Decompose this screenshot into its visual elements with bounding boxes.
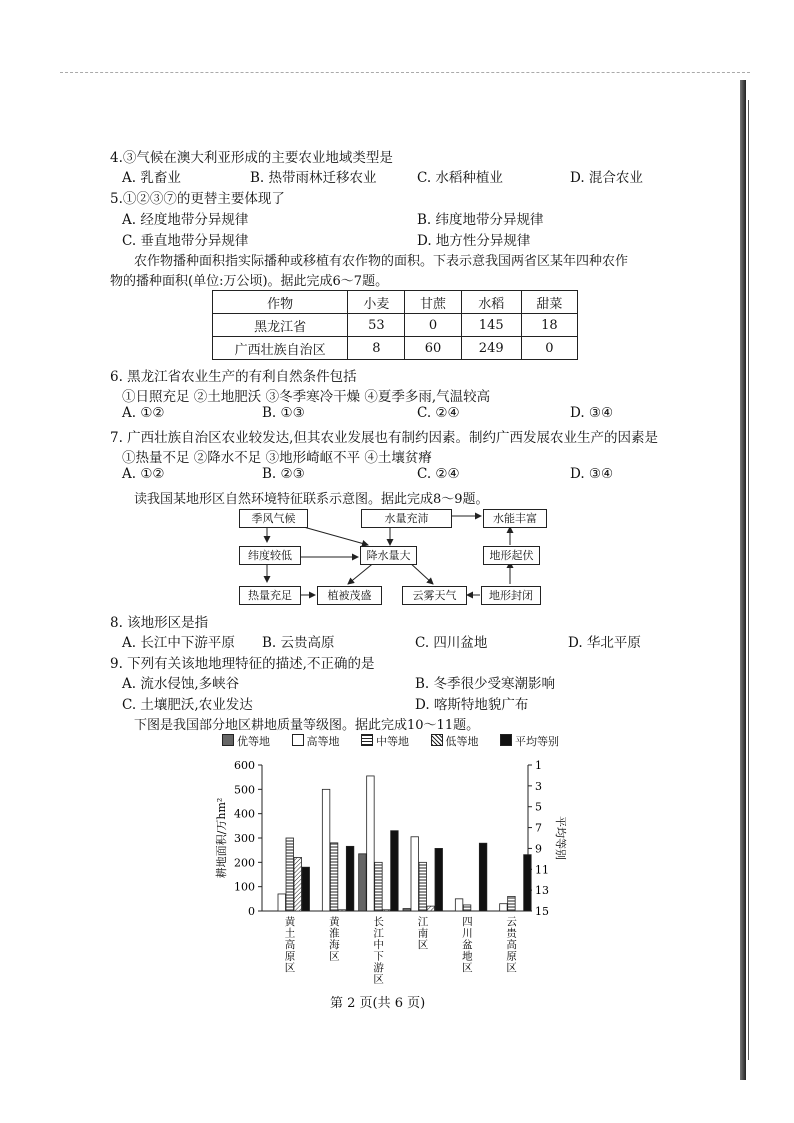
intro-6-7-line1: 农作物播种面积指实际播种或移植有农作物的面积。下表示意我国两省区某年四种农作 xyxy=(134,254,629,269)
q9-option-a: A. 流水侵蚀,多峡谷 xyxy=(122,676,240,692)
flow-fog: 云雾天气 xyxy=(402,586,467,605)
legend-item xyxy=(361,735,409,748)
bar-area xyxy=(403,909,411,911)
y2-axis-label: 平均等别 xyxy=(554,816,567,860)
flow-hydro: 水能丰富 xyxy=(483,509,547,528)
q4-stem: 4.③气候在澳大利亚形成的主要农业地域类型是 xyxy=(110,150,393,166)
q6-option-c: C. ②④ xyxy=(417,405,460,421)
flow-closed: 地形封闭 xyxy=(481,586,541,605)
q9-option-b: B. 冬季很少受寒潮影响 xyxy=(415,676,556,692)
q6-stem: 6. 黑龙江省农业生产的有利自然条件包括 xyxy=(110,369,357,385)
y-tick-label: 0 xyxy=(248,905,255,918)
table-cell: 0 xyxy=(405,314,461,337)
bar-area xyxy=(411,837,419,911)
bar-area xyxy=(294,857,302,911)
x-tick-label-char: 高 xyxy=(506,939,517,951)
y2-tick-label: 9 xyxy=(535,842,542,856)
y2-tick-label: 11 xyxy=(535,863,549,877)
bar-area xyxy=(383,910,391,911)
bar-area xyxy=(359,854,367,911)
q8-stem: 8. 该地形区是指 xyxy=(110,615,209,631)
x-tick-label-char: 黄 xyxy=(329,916,340,928)
table-cell: 60 xyxy=(405,337,461,360)
x-tick-label-char: 海 xyxy=(329,939,340,951)
q7-option-a: A. ①② xyxy=(122,466,165,482)
x-tick-label-char: 淮 xyxy=(329,927,340,940)
table-cell: 黑龙江省 xyxy=(213,314,348,337)
legend-item xyxy=(500,735,559,748)
x-tick-label-char: 江 xyxy=(417,916,429,928)
q6-option-b: B. ①③ xyxy=(262,405,305,421)
x-tick-label-char: 江 xyxy=(373,927,384,940)
y-axis-label: 耕地面积/万hm² xyxy=(215,797,228,879)
y-tick-label: 200 xyxy=(234,856,255,870)
bar-area xyxy=(367,776,375,911)
bar-area xyxy=(278,894,286,911)
flow-low-latitude: 纬度较低 xyxy=(239,546,301,565)
y2-tick-label: 7 xyxy=(535,821,542,835)
q4-option-d: D. 混合农业 xyxy=(570,170,643,186)
q5-option-c: C. 垂直地带分异规律 xyxy=(122,233,249,249)
x-tick-label-char: 长 xyxy=(373,916,384,928)
table-header-cell: 作物 xyxy=(213,291,348,314)
intro-10-11: 下图是我国部分地区耕地质量等级图。据此完成10～11题。 xyxy=(134,718,480,733)
y2-tick-label: 3 xyxy=(535,779,542,793)
legend-swatch xyxy=(361,734,373,746)
q8-option-c: C. 四川盆地 xyxy=(415,635,488,651)
bar-avg-grade xyxy=(479,843,487,911)
flow-rain: 降水量大 xyxy=(360,546,417,565)
y-tick-label: 400 xyxy=(234,807,255,821)
q6-options-line: ①日照充足 ②土地肥沃 ③冬季寒冷干燥 ④夏季多雨,气温较高 xyxy=(122,389,491,405)
x-tick-label-char: 原 xyxy=(284,950,296,963)
q5-option-b: B. 纬度地带分异规律 xyxy=(417,212,544,228)
legend-label: 优等地 xyxy=(237,735,270,748)
table-cell: 8 xyxy=(348,337,405,360)
q4-option-a: A. 乳畜业 xyxy=(122,170,181,186)
table-row xyxy=(213,337,578,360)
legend-label: 平均等别 xyxy=(515,735,559,748)
binding-line xyxy=(748,100,749,1060)
table-cell: 0 xyxy=(521,337,577,360)
page-footer: 第 2 页(共 6 页) xyxy=(330,996,426,1011)
bar-area xyxy=(330,843,338,911)
x-tick-label-char: 区 xyxy=(417,939,429,951)
legend-swatch xyxy=(431,734,443,746)
bar-avg-grade xyxy=(435,848,443,911)
table-header-cell: 甜菜 xyxy=(521,291,577,314)
q7-option-b: B. ②③ xyxy=(262,466,305,482)
bar-avg-grade xyxy=(391,831,399,911)
legend-label: 中等地 xyxy=(376,735,409,748)
x-tick-label-char: 四 xyxy=(462,916,473,928)
table-cell: 广西壮族自治区 xyxy=(213,337,348,360)
x-tick-label-char: 游 xyxy=(373,962,384,974)
bar-area xyxy=(427,906,435,911)
top-scan-edge xyxy=(60,72,750,75)
q5-option-a: A. 经度地带分异规律 xyxy=(122,212,249,228)
x-tick-label-char: 盆 xyxy=(462,939,473,951)
bar-avg-grade xyxy=(524,855,532,911)
legend-swatch xyxy=(222,734,234,746)
bar-area xyxy=(419,862,427,911)
bar-area xyxy=(500,904,508,911)
x-tick-label-char: 区 xyxy=(462,962,473,974)
flow-water: 水量充沛 xyxy=(361,509,452,528)
q9-option-d: D. 喀斯特地貌广布 xyxy=(415,697,529,713)
q4-option-c: C. 水稻种植业 xyxy=(417,170,503,186)
legend-item xyxy=(431,735,479,748)
flow-relief: 地形起伏 xyxy=(483,546,540,565)
intro-8-9: 读我国某地形区自然环境特征联系示意图。据此完成8～9题。 xyxy=(134,492,489,507)
q5-option-d: D. 地方性分异规律 xyxy=(417,233,531,249)
y-tick-label: 600 xyxy=(234,759,255,772)
flow-monsoon: 季风气候 xyxy=(239,509,308,528)
table-header-cell: 甘蔗 xyxy=(405,291,461,314)
x-tick-label-char: 高 xyxy=(284,939,296,951)
q5-stem: 5.①②③⑦的更替主要体现了 xyxy=(110,191,285,207)
bar-area xyxy=(338,910,346,911)
intro-6-7-line2: 物的播种面积(单位:万公顷)。据此完成6～7题。 xyxy=(110,274,389,289)
y2-tick-label: 13 xyxy=(535,884,549,898)
y-tick-label: 500 xyxy=(234,783,255,797)
q4-option-b: B. 热带雨林迁移农业 xyxy=(250,170,377,186)
chart-legend xyxy=(222,733,559,749)
q8-option-b: B. 云贵高原 xyxy=(262,635,335,651)
x-tick-label-char: 地 xyxy=(462,950,473,963)
bar-avg-grade xyxy=(346,846,354,911)
table-row xyxy=(213,314,578,337)
x-tick-label-char: 中 xyxy=(373,939,384,951)
legend-item xyxy=(292,735,340,748)
q7-option-d: D. ③④ xyxy=(570,466,614,482)
legend-label: 低等地 xyxy=(445,735,479,748)
x-tick-label-char: 区 xyxy=(329,950,340,963)
table-cell: 53 xyxy=(348,314,405,337)
binding-shadow xyxy=(740,80,746,1080)
bar-area xyxy=(322,789,330,911)
x-tick-label-char: 贵 xyxy=(506,927,517,940)
table-cell: 18 xyxy=(521,314,577,337)
flow-heat: 热量充足 xyxy=(239,586,301,605)
y-tick-label: 300 xyxy=(234,832,255,845)
bar-area xyxy=(375,862,383,911)
table-header-cell: 水稻 xyxy=(461,291,521,314)
legend-label: 高等地 xyxy=(306,735,340,748)
x-tick-label-char: 区 xyxy=(284,962,296,974)
y2-tick-label: 5 xyxy=(535,800,542,814)
legend-item xyxy=(222,735,270,748)
table-cell: 249 xyxy=(461,337,521,360)
q7-options-line: ①热量不足 ②降水不足 ③地形崎岖不平 ④土壤贫瘠 xyxy=(122,450,432,466)
x-tick-label-char: 黄 xyxy=(284,916,296,928)
x-tick-label-char: 区 xyxy=(506,962,517,974)
bar-area xyxy=(463,905,471,911)
x-tick-label-char: 南 xyxy=(417,927,429,940)
bar-area xyxy=(508,896,515,911)
q9-option-c: C. 土壤肥沃,农业发达 xyxy=(122,697,253,713)
q9-stem: 9. 下列有关该地地理特征的描述,不正确的是 xyxy=(110,656,375,672)
crop-area-table xyxy=(212,290,578,360)
bar-avg-grade xyxy=(302,867,310,911)
q7-option-c: C. ②④ xyxy=(417,466,460,482)
farmland-quality-chart xyxy=(205,750,585,990)
bar-area xyxy=(286,838,294,911)
x-tick-label-char: 原 xyxy=(506,950,517,963)
x-tick-label-char: 川 xyxy=(462,927,473,940)
bar-area xyxy=(455,899,463,911)
legend-swatch xyxy=(500,734,512,746)
q8-option-a: A. 长江中下游平原 xyxy=(122,635,235,651)
q8-option-d: D. 华北平原 xyxy=(568,635,641,651)
x-tick-label-char: 区 xyxy=(373,973,384,986)
y2-tick-label: 15 xyxy=(535,905,549,918)
x-tick-label-char: 云 xyxy=(506,916,517,928)
y-tick-label: 100 xyxy=(234,880,255,894)
q6-option-a: A. ①② xyxy=(122,405,165,421)
table-header-cell: 小麦 xyxy=(348,291,405,314)
q6-option-d: D. ③④ xyxy=(570,405,614,421)
table-cell: 145 xyxy=(461,314,521,337)
q7-stem: 7. 广西壮族自治区农业较发达,但其农业发展也有制约因素。制约广西发展农业生产的因素是 xyxy=(110,430,658,446)
legend-swatch xyxy=(292,734,304,746)
x-tick-label-char: 下 xyxy=(373,950,384,963)
table-header-row xyxy=(213,291,578,314)
x-tick-label-char: 土 xyxy=(284,927,296,940)
flow-vegetation: 植被茂盛 xyxy=(317,586,382,605)
y2-tick-label: 1 xyxy=(535,759,542,772)
